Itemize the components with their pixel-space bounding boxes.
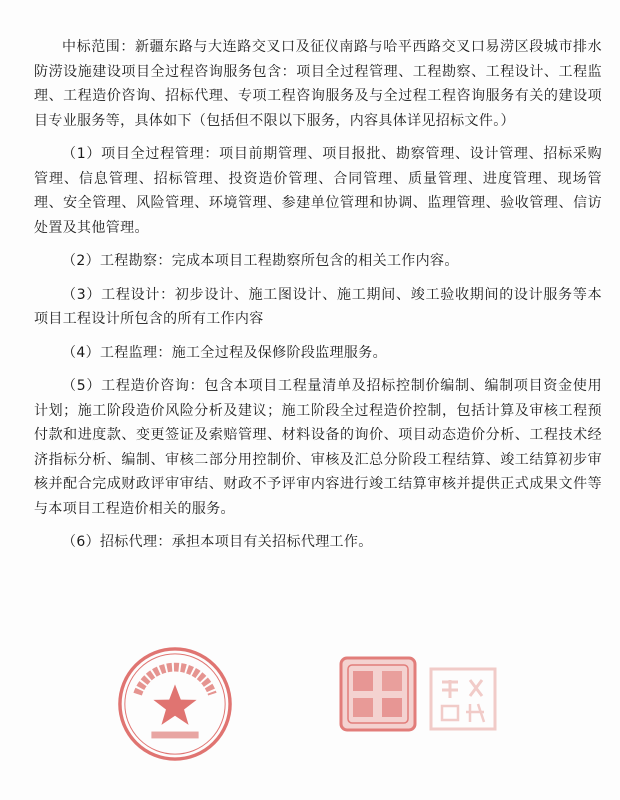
paragraph-item-4: （4）工程监理：施工全过程及保修阶段监理服务。 xyxy=(62,344,387,361)
paragraph-item-3: （3）工程设计：初步设计、施工图设计、施工期间、竣工验收期间的设计服务等本项目工程设计所包含的所有工作内容 xyxy=(34,286,602,327)
seal-star-icon xyxy=(153,684,196,725)
paragraph-scope: 中标范围：新疆东路与大连路交叉口及征仪南路与哈平西路交叉口易涝区段城市排水防涝设施建设项目全过程咨询服务包含：项目全过程管理、工程勘察、工程设计、工程监理、工程造价咨询、招标代理、专项工程咨询服务及与全过程工程咨询服务有关的建设项目专业服务等，具体如下（包括但不限以下服务，内容具体详见招标文件。） xyxy=(34,39,602,129)
document-body xyxy=(34,35,602,564)
paragraph-item-1: （1）项目全过程管理：项目前期管理、项目报批、勘察管理、设计管理、招标采购管理、信息管理、招标管理、投资造价管理、合同管理、质量管理、进度管理、现场管理、安全管理、风险管理、环境管理、参建单位管理和协调、监理管理、验收管理、信访处置及其他管理。 xyxy=(34,146,602,236)
paragraph-item-5: （5）工程造价咨询：包含本项目工程量清单及招标控制价编制、编制项目资金使用计划；施工阶段造价风险分析及建议；施工阶段全过程造价控制，包括计算及审核工程预付款和进度款、变更签证及索赔管理、材料设备的询价、项目动态造价分析、工程技术经济指标分析、编制、审核二部分用控制价、审核及汇总分阶段工程结算、竣工结算初步审核并配合完成财政评审审结、财政不予评审内容进行竣工结算审核并提供正式成果文件等与本项目工程造价相关的服务。 xyxy=(34,378,602,517)
paragraph-item-2: （2）工程勘察：完成本项目工程勘察所包含的相关工作内容。 xyxy=(62,253,459,269)
square-seal xyxy=(337,655,419,733)
name-seal xyxy=(428,666,498,732)
official-round-seal xyxy=(116,645,234,763)
paragraph-item-6: （6）招标代理：承担本项目有关招标代理工作。 xyxy=(62,534,373,550)
